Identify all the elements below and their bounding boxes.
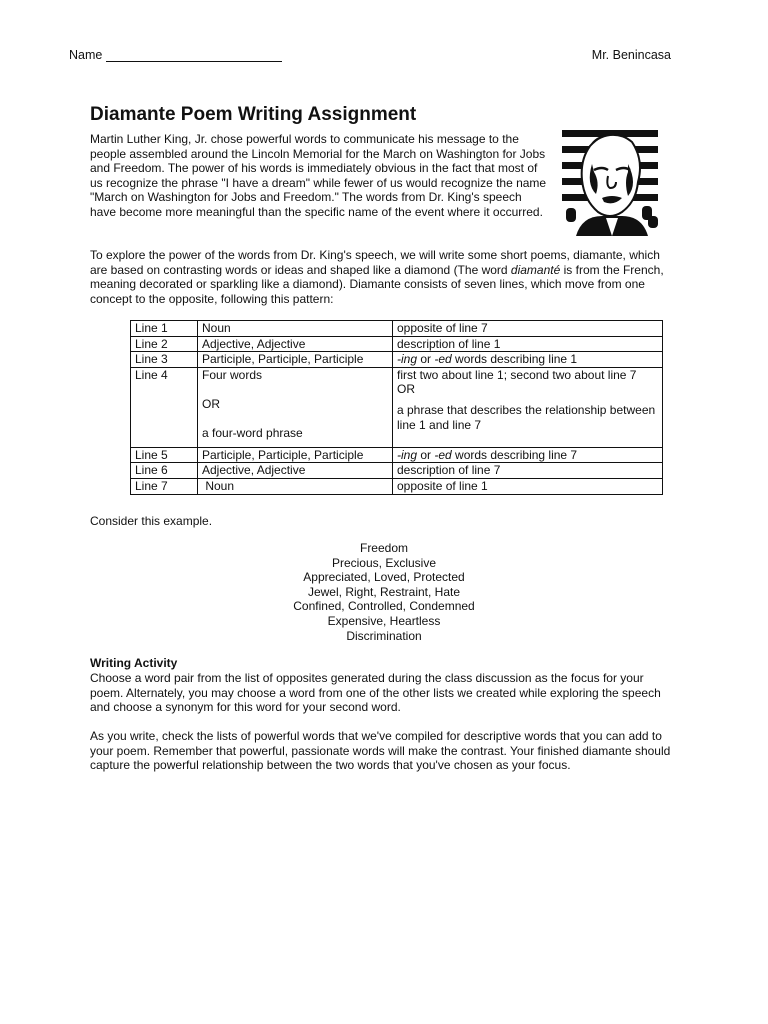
poem-line: Freedom xyxy=(359,541,409,555)
poem-line: Discrimination xyxy=(346,628,422,643)
name-field xyxy=(69,48,282,62)
writing-activity-heading: Writing Activity xyxy=(90,656,178,670)
line-cell: Line 5 xyxy=(131,447,198,463)
desc-cell: description of line 7 xyxy=(393,463,663,479)
desc-text: a phrase that describes the relationship between line 1 and line 7 xyxy=(397,402,656,432)
table-row xyxy=(131,336,663,352)
para2-italic-word: diamanté xyxy=(510,262,561,277)
desc-text: words describing line 7 xyxy=(451,447,578,462)
desc-text: first two about line 1; second two about line 7 xyxy=(397,367,637,382)
table-row xyxy=(131,447,663,463)
name-blank-line xyxy=(106,49,282,62)
desc-text: words describing line 1 xyxy=(451,352,578,367)
writing-activity-paragraph-1: Choose a word pair from the list of opposites generated during the class discussion as the focus for your poem. Alternately, you may choose a word from one of the other lists we created while exploring the speech and choose a synonym for this word for your second word. xyxy=(90,671,661,715)
line-cell: Line 4 xyxy=(131,367,198,447)
table-row xyxy=(131,367,663,447)
table-row xyxy=(131,321,663,337)
line-cell: Line 3 xyxy=(131,352,198,368)
table-row xyxy=(131,478,663,494)
desc-italic: -ing xyxy=(397,447,418,462)
writing-activity-paragraph-2: As you write, check the lists of powerful words that we've compiled for descriptive words that you can add to your poem. Remember that powerful, passionate words will make the contrast. Your finished diamante should capture the powerful relationship between the two words that you've chosen as your focus. xyxy=(90,729,671,773)
desc-italic: -ed xyxy=(434,447,452,462)
desc-cell xyxy=(393,367,663,447)
desc-cell: opposite of line 7 xyxy=(393,321,663,337)
line-cell: Line 6 xyxy=(131,463,198,479)
name-label: Name xyxy=(69,48,103,62)
table-row xyxy=(131,352,663,368)
line-cell: Line 7 xyxy=(131,478,198,494)
mlk-portrait-image xyxy=(562,124,658,236)
form-text: a four-word phrase xyxy=(202,426,303,441)
poem-line: Expensive, Heartless xyxy=(327,613,441,628)
line-cell: Line 1 xyxy=(131,321,198,337)
desc-italic: -ing xyxy=(397,352,418,367)
teacher-name: Mr. Benincasa xyxy=(591,48,671,62)
desc-cell: opposite of line 1 xyxy=(393,478,663,494)
intro-paragraph: Martin Luther King, Jr. chose powerful words to communicate his message to the people assembled around the Lincoln Memorial for the March on Washington for Jobs and Freedom. The power of his words is immediately obvious in the fact that most of us recognize the phrase "I have a dream" while fewer of us would recognize the name "March on Washington for Jobs and Freedom." The words from Dr. King's speech have become more meaningful than the specific name of the event where it occurred. xyxy=(90,132,547,219)
table-row xyxy=(131,463,663,479)
form-cell: Adjective, Adjective xyxy=(198,336,393,352)
poem-line: Jewel, Right, Restraint, Hate xyxy=(307,584,461,599)
desc-text: OR xyxy=(397,382,415,397)
desc-italic: -ed xyxy=(434,352,452,367)
form-cell: Noun xyxy=(198,321,393,337)
para2-text-start: To explore the power of the words from Dr. King's speech, we will write some short poems, diamante, which are based on contrasting words or ideas and shaped like a diamond (The word xyxy=(90,248,660,277)
diamante-pattern-table xyxy=(130,320,663,495)
desc-text: or xyxy=(417,352,435,367)
form-text: Four words xyxy=(202,367,263,382)
page-title: Diamante Poem Writing Assignment xyxy=(90,104,417,125)
consider-example-text: Consider this example. xyxy=(90,514,213,528)
poem-line: Appreciated, Loved, Protected xyxy=(303,570,465,585)
desc-text: or xyxy=(417,447,435,462)
para2-text-end: is from the French, meaning decorated or sparkling like a diamond). Diamante consists of seven lines, which move from one concept to the opposite, following this pattern: xyxy=(90,262,664,306)
poem-line: Confined, Controlled, Condemned xyxy=(293,599,475,614)
line-cell: Line 2 xyxy=(131,336,198,352)
example-poem xyxy=(270,541,498,643)
desc-cell xyxy=(393,352,663,368)
form-cell xyxy=(198,367,393,447)
form-cell: Participle, Participle, Participle xyxy=(198,447,393,463)
pattern-intro-paragraph xyxy=(90,248,670,306)
form-cell: Adjective, Adjective xyxy=(198,463,393,479)
desc-cell: description of line 1 xyxy=(393,336,663,352)
form-cell: Participle, Participle, Participle xyxy=(198,352,393,368)
form-cell: Noun xyxy=(198,478,393,494)
poem-line: Precious, Exclusive xyxy=(331,555,437,570)
form-text: OR xyxy=(202,396,220,411)
desc-cell xyxy=(393,447,663,463)
